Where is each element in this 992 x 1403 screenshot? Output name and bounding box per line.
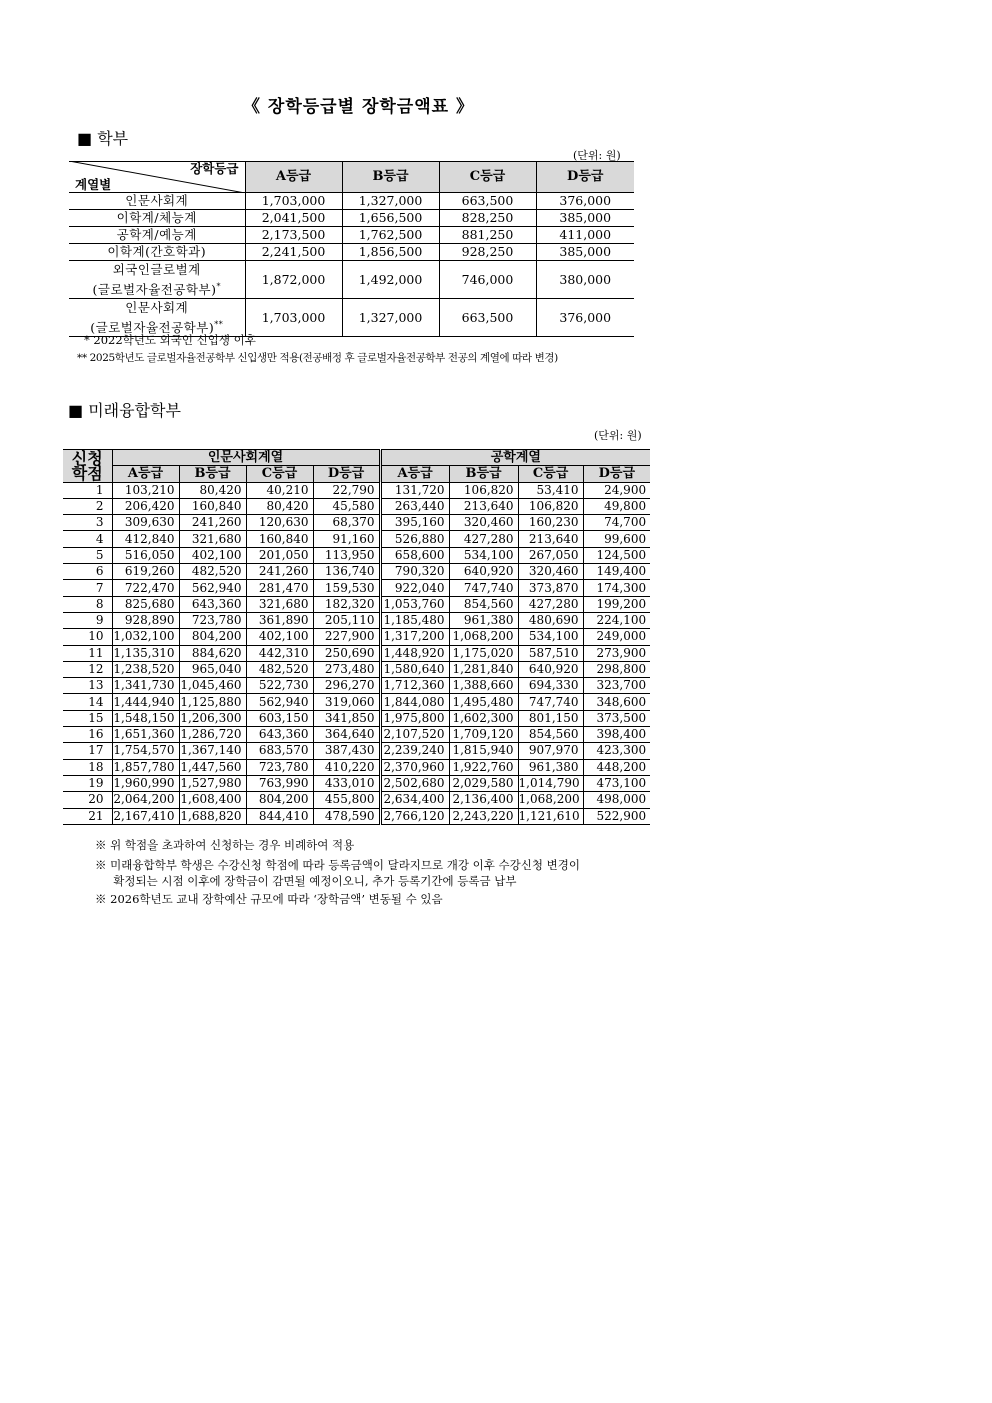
- amount-cell: 160,840: [179, 498, 246, 514]
- amount-cell: 205,110: [313, 612, 380, 628]
- grade-header: B등급: [179, 466, 246, 482]
- amount-cell: 427,280: [449, 531, 518, 547]
- amount-cell: 881,250: [439, 227, 536, 244]
- amount-cell: 663,500: [439, 193, 536, 210]
- amount-cell: 455,800: [313, 792, 380, 808]
- amount-cell: 1,367,140: [179, 743, 246, 759]
- amount-cell: 746,000: [439, 261, 536, 299]
- amount-cell: 928,890: [112, 612, 179, 628]
- amount-cell: 683,570: [246, 743, 313, 759]
- amount-cell: 854,560: [449, 596, 518, 612]
- grade-header: D등급: [536, 162, 634, 193]
- amount-cell: 907,970: [518, 743, 583, 759]
- amount-cell: 482,520: [179, 564, 246, 580]
- amount-cell: 1,125,880: [179, 694, 246, 710]
- amount-cell: 1,608,400: [179, 792, 246, 808]
- table-row: [63, 564, 650, 580]
- amount-cell: 965,040: [179, 661, 246, 677]
- amount-cell: 361,890: [246, 612, 313, 628]
- credit-cell: 3: [63, 515, 112, 531]
- amount-cell: 376,000: [536, 193, 634, 210]
- amount-cell: 1,709,120: [449, 727, 518, 743]
- grade-header: A등급: [380, 466, 449, 482]
- corner-grade-label: 장학등급: [190, 161, 239, 176]
- amount-cell: 24,900: [583, 482, 650, 498]
- amount-cell: 298,800: [583, 661, 650, 677]
- amount-cell: 844,410: [246, 808, 313, 824]
- footnote-mark: **: [214, 320, 224, 330]
- amount-cell: 1,281,840: [449, 661, 518, 677]
- amount-cell: 828,250: [439, 210, 536, 227]
- table-row: [63, 498, 650, 514]
- amount-cell: 603,150: [246, 710, 313, 726]
- amount-cell: 174,300: [583, 580, 650, 596]
- amount-cell: 1,206,300: [179, 710, 246, 726]
- table-row: [63, 661, 650, 677]
- amount-cell: 385,000: [536, 210, 634, 227]
- amount-cell: 498,000: [583, 792, 650, 808]
- amount-cell: 182,320: [313, 596, 380, 612]
- amount-cell: 2,370,960: [380, 759, 449, 775]
- amount-cell: 106,820: [449, 482, 518, 498]
- amount-cell: 1,317,200: [380, 629, 449, 645]
- amount-cell: 2,167,410: [112, 808, 179, 824]
- table-row: [63, 629, 650, 645]
- credit-cell: 9: [63, 612, 112, 628]
- table-row: [69, 193, 634, 210]
- amount-cell: 1,872,000: [245, 261, 342, 299]
- grade-header: D등급: [583, 466, 650, 482]
- amount-cell: 2,173,500: [245, 227, 342, 244]
- table-row: [63, 482, 650, 498]
- amount-cell: 91,160: [313, 531, 380, 547]
- credit-cell: 17: [63, 743, 112, 759]
- amount-cell: 160,230: [518, 515, 583, 531]
- amount-cell: 747,740: [449, 580, 518, 596]
- amount-cell: 804,200: [179, 629, 246, 645]
- footnote-mark: *: [216, 282, 221, 291]
- table-row: [63, 694, 650, 710]
- amount-cell: 402,100: [179, 547, 246, 563]
- amount-cell: 2,136,400: [449, 792, 518, 808]
- table-row: [63, 727, 650, 743]
- amount-cell: 1,121,610: [518, 808, 583, 824]
- amount-cell: 854,560: [518, 727, 583, 743]
- field-name: [69, 261, 245, 299]
- amount-cell: 1,856,500: [342, 244, 439, 261]
- amount-cell: 961,380: [518, 759, 583, 775]
- amount-cell: 1,286,720: [179, 727, 246, 743]
- amount-cell: 427,280: [518, 596, 583, 612]
- undergrad-heading: ■ 학부: [77, 129, 129, 148]
- amount-cell: 423,300: [583, 743, 650, 759]
- amount-cell: 387,430: [313, 743, 380, 759]
- credit-cell: 12: [63, 661, 112, 677]
- credit-cell: 13: [63, 678, 112, 694]
- amount-cell: 80,420: [179, 482, 246, 498]
- credit-cell: 11: [63, 645, 112, 661]
- table-row: [63, 612, 650, 628]
- amount-cell: 790,320: [380, 564, 449, 580]
- amount-cell: 2,634,400: [380, 792, 449, 808]
- amount-cell: 1,651,360: [112, 727, 179, 743]
- table-row: [63, 596, 650, 612]
- amount-cell: 2,502,680: [380, 775, 449, 791]
- credit-cell: 16: [63, 727, 112, 743]
- amount-cell: 74,700: [583, 515, 650, 531]
- amount-cell: 2,041,500: [245, 210, 342, 227]
- group-header-humanities: 인문사회계열: [112, 450, 380, 466]
- amount-cell: 321,680: [246, 596, 313, 612]
- amount-cell: 1,975,800: [380, 710, 449, 726]
- amount-cell: 1,185,480: [380, 612, 449, 628]
- amount-cell: 1,341,730: [112, 678, 179, 694]
- amount-cell: 376,000: [536, 299, 634, 337]
- amount-cell: 763,990: [246, 775, 313, 791]
- credit-cell: 2: [63, 498, 112, 514]
- amount-cell: 1,703,000: [245, 299, 342, 337]
- future-heading: ■ 미래융합학부: [68, 401, 181, 420]
- amount-cell: 694,330: [518, 678, 583, 694]
- amount-cell: 534,100: [449, 547, 518, 563]
- amount-cell: 321,680: [179, 531, 246, 547]
- credit-cell: 5: [63, 547, 112, 563]
- amount-cell: 131,720: [380, 482, 449, 498]
- grade-header: A등급: [112, 466, 179, 482]
- amount-cell: 433,010: [313, 775, 380, 791]
- amount-cell: 516,050: [112, 547, 179, 563]
- credit-cell: 8: [63, 596, 112, 612]
- document-title: 《 장학등급별 장학금액표 》: [243, 97, 474, 117]
- amount-cell: 522,900: [583, 808, 650, 824]
- amount-cell: 961,380: [449, 612, 518, 628]
- amount-cell: 385,000: [536, 244, 634, 261]
- amount-cell: 224,100: [583, 612, 650, 628]
- credit-cell: 4: [63, 531, 112, 547]
- amount-cell: 801,150: [518, 710, 583, 726]
- table-row: [63, 580, 650, 596]
- amount-cell: 534,100: [518, 629, 583, 645]
- amount-cell: 825,680: [112, 596, 179, 612]
- table-row: [63, 531, 650, 547]
- amount-cell: 1,327,000: [342, 193, 439, 210]
- amount-cell: 199,200: [583, 596, 650, 612]
- amount-cell: 1,175,020: [449, 645, 518, 661]
- amount-cell: 136,740: [313, 564, 380, 580]
- amount-cell: 410,220: [313, 759, 380, 775]
- amount-cell: 442,310: [246, 645, 313, 661]
- amount-cell: 884,620: [179, 645, 246, 661]
- amount-cell: 296,270: [313, 678, 380, 694]
- amount-cell: 213,640: [518, 531, 583, 547]
- grade-header: C등급: [246, 466, 313, 482]
- table-row: [63, 515, 650, 531]
- amount-cell: 45,580: [313, 498, 380, 514]
- credit-cell: 14: [63, 694, 112, 710]
- field-name-sub: (글로벌자율전공학부)*: [92, 282, 221, 298]
- amount-cell: 103,210: [112, 482, 179, 498]
- credit-cell: 19: [63, 775, 112, 791]
- amount-cell: 213,640: [449, 498, 518, 514]
- amount-cell: 267,050: [518, 547, 583, 563]
- amount-cell: 373,870: [518, 580, 583, 596]
- credit-cell: 7: [63, 580, 112, 596]
- table-row: [69, 210, 634, 227]
- amount-cell: 723,780: [246, 759, 313, 775]
- amount-cell: 80,420: [246, 498, 313, 514]
- amount-cell: 273,900: [583, 645, 650, 661]
- credit-header: 신청 학점: [63, 450, 112, 483]
- amount-cell: 281,470: [246, 580, 313, 596]
- table-row: [63, 759, 650, 775]
- amount-cell: 643,360: [246, 727, 313, 743]
- amount-cell: 1,754,570: [112, 743, 179, 759]
- future-unit: (단위: 원): [594, 429, 642, 442]
- amount-cell: 526,880: [380, 531, 449, 547]
- future-note: ※ 위 학점을 초과하여 신청하는 경우 비례하여 적용: [95, 838, 355, 852]
- amount-cell: 643,360: [179, 596, 246, 612]
- amount-cell: 2,064,200: [112, 792, 179, 808]
- amount-cell: 1,580,640: [380, 661, 449, 677]
- amount-cell: 2,241,500: [245, 244, 342, 261]
- amount-cell: 473,100: [583, 775, 650, 791]
- undergrad-unit: (단위: 원): [573, 149, 621, 162]
- amount-cell: 1,238,520: [112, 661, 179, 677]
- undergrad-note: * 2022학년도 외국인 신입생 이후: [84, 333, 256, 347]
- amount-cell: 448,200: [583, 759, 650, 775]
- field-name: 이학계(간호학과): [69, 244, 245, 261]
- amount-cell: 747,740: [518, 694, 583, 710]
- grade-header: A등급: [245, 162, 342, 193]
- amount-cell: 2,029,580: [449, 775, 518, 791]
- amount-cell: 1,960,990: [112, 775, 179, 791]
- group-header-engineering: 공학계열: [380, 450, 650, 466]
- future-scholarship-table: [63, 449, 650, 825]
- amount-cell: 273,480: [313, 661, 380, 677]
- amount-cell: 1,688,820: [179, 808, 246, 824]
- amount-cell: 1,327,000: [342, 299, 439, 337]
- credit-cell: 10: [63, 629, 112, 645]
- amount-cell: 1,448,920: [380, 645, 449, 661]
- amount-cell: 1,492,000: [342, 261, 439, 299]
- amount-cell: 124,500: [583, 547, 650, 563]
- amount-cell: 640,920: [449, 564, 518, 580]
- amount-cell: 241,260: [246, 564, 313, 580]
- amount-cell: 159,530: [313, 580, 380, 596]
- amount-cell: 928,250: [439, 244, 536, 261]
- amount-cell: 1,135,310: [112, 645, 179, 661]
- table-row: [69, 261, 634, 299]
- amount-cell: 1,762,500: [342, 227, 439, 244]
- field-name-main: 인문사회계: [125, 300, 189, 316]
- amount-cell: 68,370: [313, 515, 380, 531]
- amount-cell: 53,410: [518, 482, 583, 498]
- table-row: [63, 775, 650, 791]
- field-name-main: 외국인글로벌계: [112, 262, 201, 277]
- amount-cell: 1,656,500: [342, 210, 439, 227]
- amount-cell: 323,700: [583, 678, 650, 694]
- amount-cell: 373,500: [583, 710, 650, 726]
- amount-cell: 320,460: [518, 564, 583, 580]
- future-note: ※ 2026학년도 교내 장학예산 규모에 따라 ‘장학금액’ 변동될 수 있음: [95, 892, 443, 906]
- amount-cell: 562,940: [246, 694, 313, 710]
- credit-cell: 21: [63, 808, 112, 824]
- credit-cell: 18: [63, 759, 112, 775]
- amount-cell: 1,068,200: [518, 792, 583, 808]
- amount-cell: 1,045,460: [179, 678, 246, 694]
- table-row: [63, 808, 650, 824]
- future-note: 확정되는 시점 이후에 장학금이 감면될 예정이오니, 추가 등록기간에 등록금 납부: [95, 874, 517, 888]
- table-row: [63, 645, 650, 661]
- amount-cell: 1,444,940: [112, 694, 179, 710]
- amount-cell: 1,495,480: [449, 694, 518, 710]
- grade-header: D등급: [313, 466, 380, 482]
- amount-cell: 201,050: [246, 547, 313, 563]
- field-name: 이학계/체능계: [69, 210, 245, 227]
- amount-cell: 113,950: [313, 547, 380, 563]
- table-row: [69, 244, 634, 261]
- grade-header: C등급: [518, 466, 583, 482]
- amount-cell: 1,703,000: [245, 193, 342, 210]
- amount-cell: 658,600: [380, 547, 449, 563]
- corner-field-label: 계열별: [75, 177, 112, 192]
- amount-cell: 1,548,150: [112, 710, 179, 726]
- credit-cell: 15: [63, 710, 112, 726]
- amount-cell: 2,107,520: [380, 727, 449, 743]
- amount-cell: 562,940: [179, 580, 246, 596]
- amount-cell: 2,239,240: [380, 743, 449, 759]
- field-name: 공학계/예능계: [69, 227, 245, 244]
- amount-cell: 40,210: [246, 482, 313, 498]
- amount-cell: 411,000: [536, 227, 634, 244]
- table-row: [63, 792, 650, 808]
- amount-cell: 1,712,360: [380, 678, 449, 694]
- amount-cell: 341,850: [313, 710, 380, 726]
- amount-cell: 206,420: [112, 498, 179, 514]
- amount-cell: 619,260: [112, 564, 179, 580]
- amount-cell: 99,600: [583, 531, 650, 547]
- grade-header: B등급: [449, 466, 518, 482]
- corner-diagonal-line: [69, 161, 245, 193]
- amount-cell: 1,815,940: [449, 743, 518, 759]
- amount-cell: 1,388,660: [449, 678, 518, 694]
- undergrad-note: ** 2025학년도 글로벌자율전공학부 신입생만 적용(전공배정 후 글로벌자율전공학부 전공의 계열에 따라 변경): [77, 352, 558, 364]
- field-name-sub: (글로벌자율전공학부)**: [90, 320, 224, 336]
- amount-cell: 241,260: [179, 515, 246, 531]
- amount-cell: 1,447,560: [179, 759, 246, 775]
- amount-cell: 319,060: [313, 694, 380, 710]
- amount-cell: 106,820: [518, 498, 583, 514]
- amount-cell: 263,440: [380, 498, 449, 514]
- amount-cell: 149,400: [583, 564, 650, 580]
- amount-cell: 480,690: [518, 612, 583, 628]
- credit-cell: 1: [63, 482, 112, 498]
- amount-cell: 1,527,980: [179, 775, 246, 791]
- future-table-body: [63, 482, 650, 824]
- amount-cell: 482,520: [246, 661, 313, 677]
- amount-cell: 160,840: [246, 531, 313, 547]
- future-note: ※ 미래융합학부 학생은 수강신청 학점에 따라 등록금액이 달라지므로 개강 이후 수강신청 변경이: [95, 858, 580, 872]
- amount-cell: 380,000: [536, 261, 634, 299]
- amount-cell: 249,000: [583, 629, 650, 645]
- amount-cell: 348,600: [583, 694, 650, 710]
- amount-cell: 309,630: [112, 515, 179, 531]
- table-row: [63, 710, 650, 726]
- amount-cell: 364,640: [313, 727, 380, 743]
- amount-cell: 663,500: [439, 299, 536, 337]
- table-row: [69, 227, 634, 244]
- amount-cell: 522,730: [246, 678, 313, 694]
- amount-cell: 1,844,080: [380, 694, 449, 710]
- amount-cell: 478,590: [313, 808, 380, 824]
- amount-cell: 49,800: [583, 498, 650, 514]
- grade-header: C등급: [439, 162, 536, 193]
- table-row: [63, 743, 650, 759]
- table-row: [63, 547, 650, 563]
- amount-cell: 402,100: [246, 629, 313, 645]
- grade-header: B등급: [342, 162, 439, 193]
- credit-cell: 20: [63, 792, 112, 808]
- field-name: 인문사회계: [69, 193, 245, 210]
- amount-cell: 227,900: [313, 629, 380, 645]
- amount-cell: 804,200: [246, 792, 313, 808]
- amount-cell: 723,780: [179, 612, 246, 628]
- amount-cell: 587,510: [518, 645, 583, 661]
- amount-cell: 722,470: [112, 580, 179, 596]
- amount-cell: 2,243,220: [449, 808, 518, 824]
- amount-cell: 1,602,300: [449, 710, 518, 726]
- amount-cell: 1,857,780: [112, 759, 179, 775]
- amount-cell: 412,840: [112, 531, 179, 547]
- amount-cell: 1,068,200: [449, 629, 518, 645]
- amount-cell: 1,032,100: [112, 629, 179, 645]
- amount-cell: 640,920: [518, 661, 583, 677]
- amount-cell: 250,690: [313, 645, 380, 661]
- amount-cell: 320,460: [449, 515, 518, 531]
- amount-cell: 1,014,790: [518, 775, 583, 791]
- credit-cell: 6: [63, 564, 112, 580]
- amount-cell: 120,630: [246, 515, 313, 531]
- table-row: [63, 678, 650, 694]
- amount-cell: 1,053,760: [380, 596, 449, 612]
- amount-cell: 922,040: [380, 580, 449, 596]
- amount-cell: 398,400: [583, 727, 650, 743]
- amount-cell: 1,922,760: [449, 759, 518, 775]
- amount-cell: 395,160: [380, 515, 449, 531]
- amount-cell: 22,790: [313, 482, 380, 498]
- amount-cell: 2,766,120: [380, 808, 449, 824]
